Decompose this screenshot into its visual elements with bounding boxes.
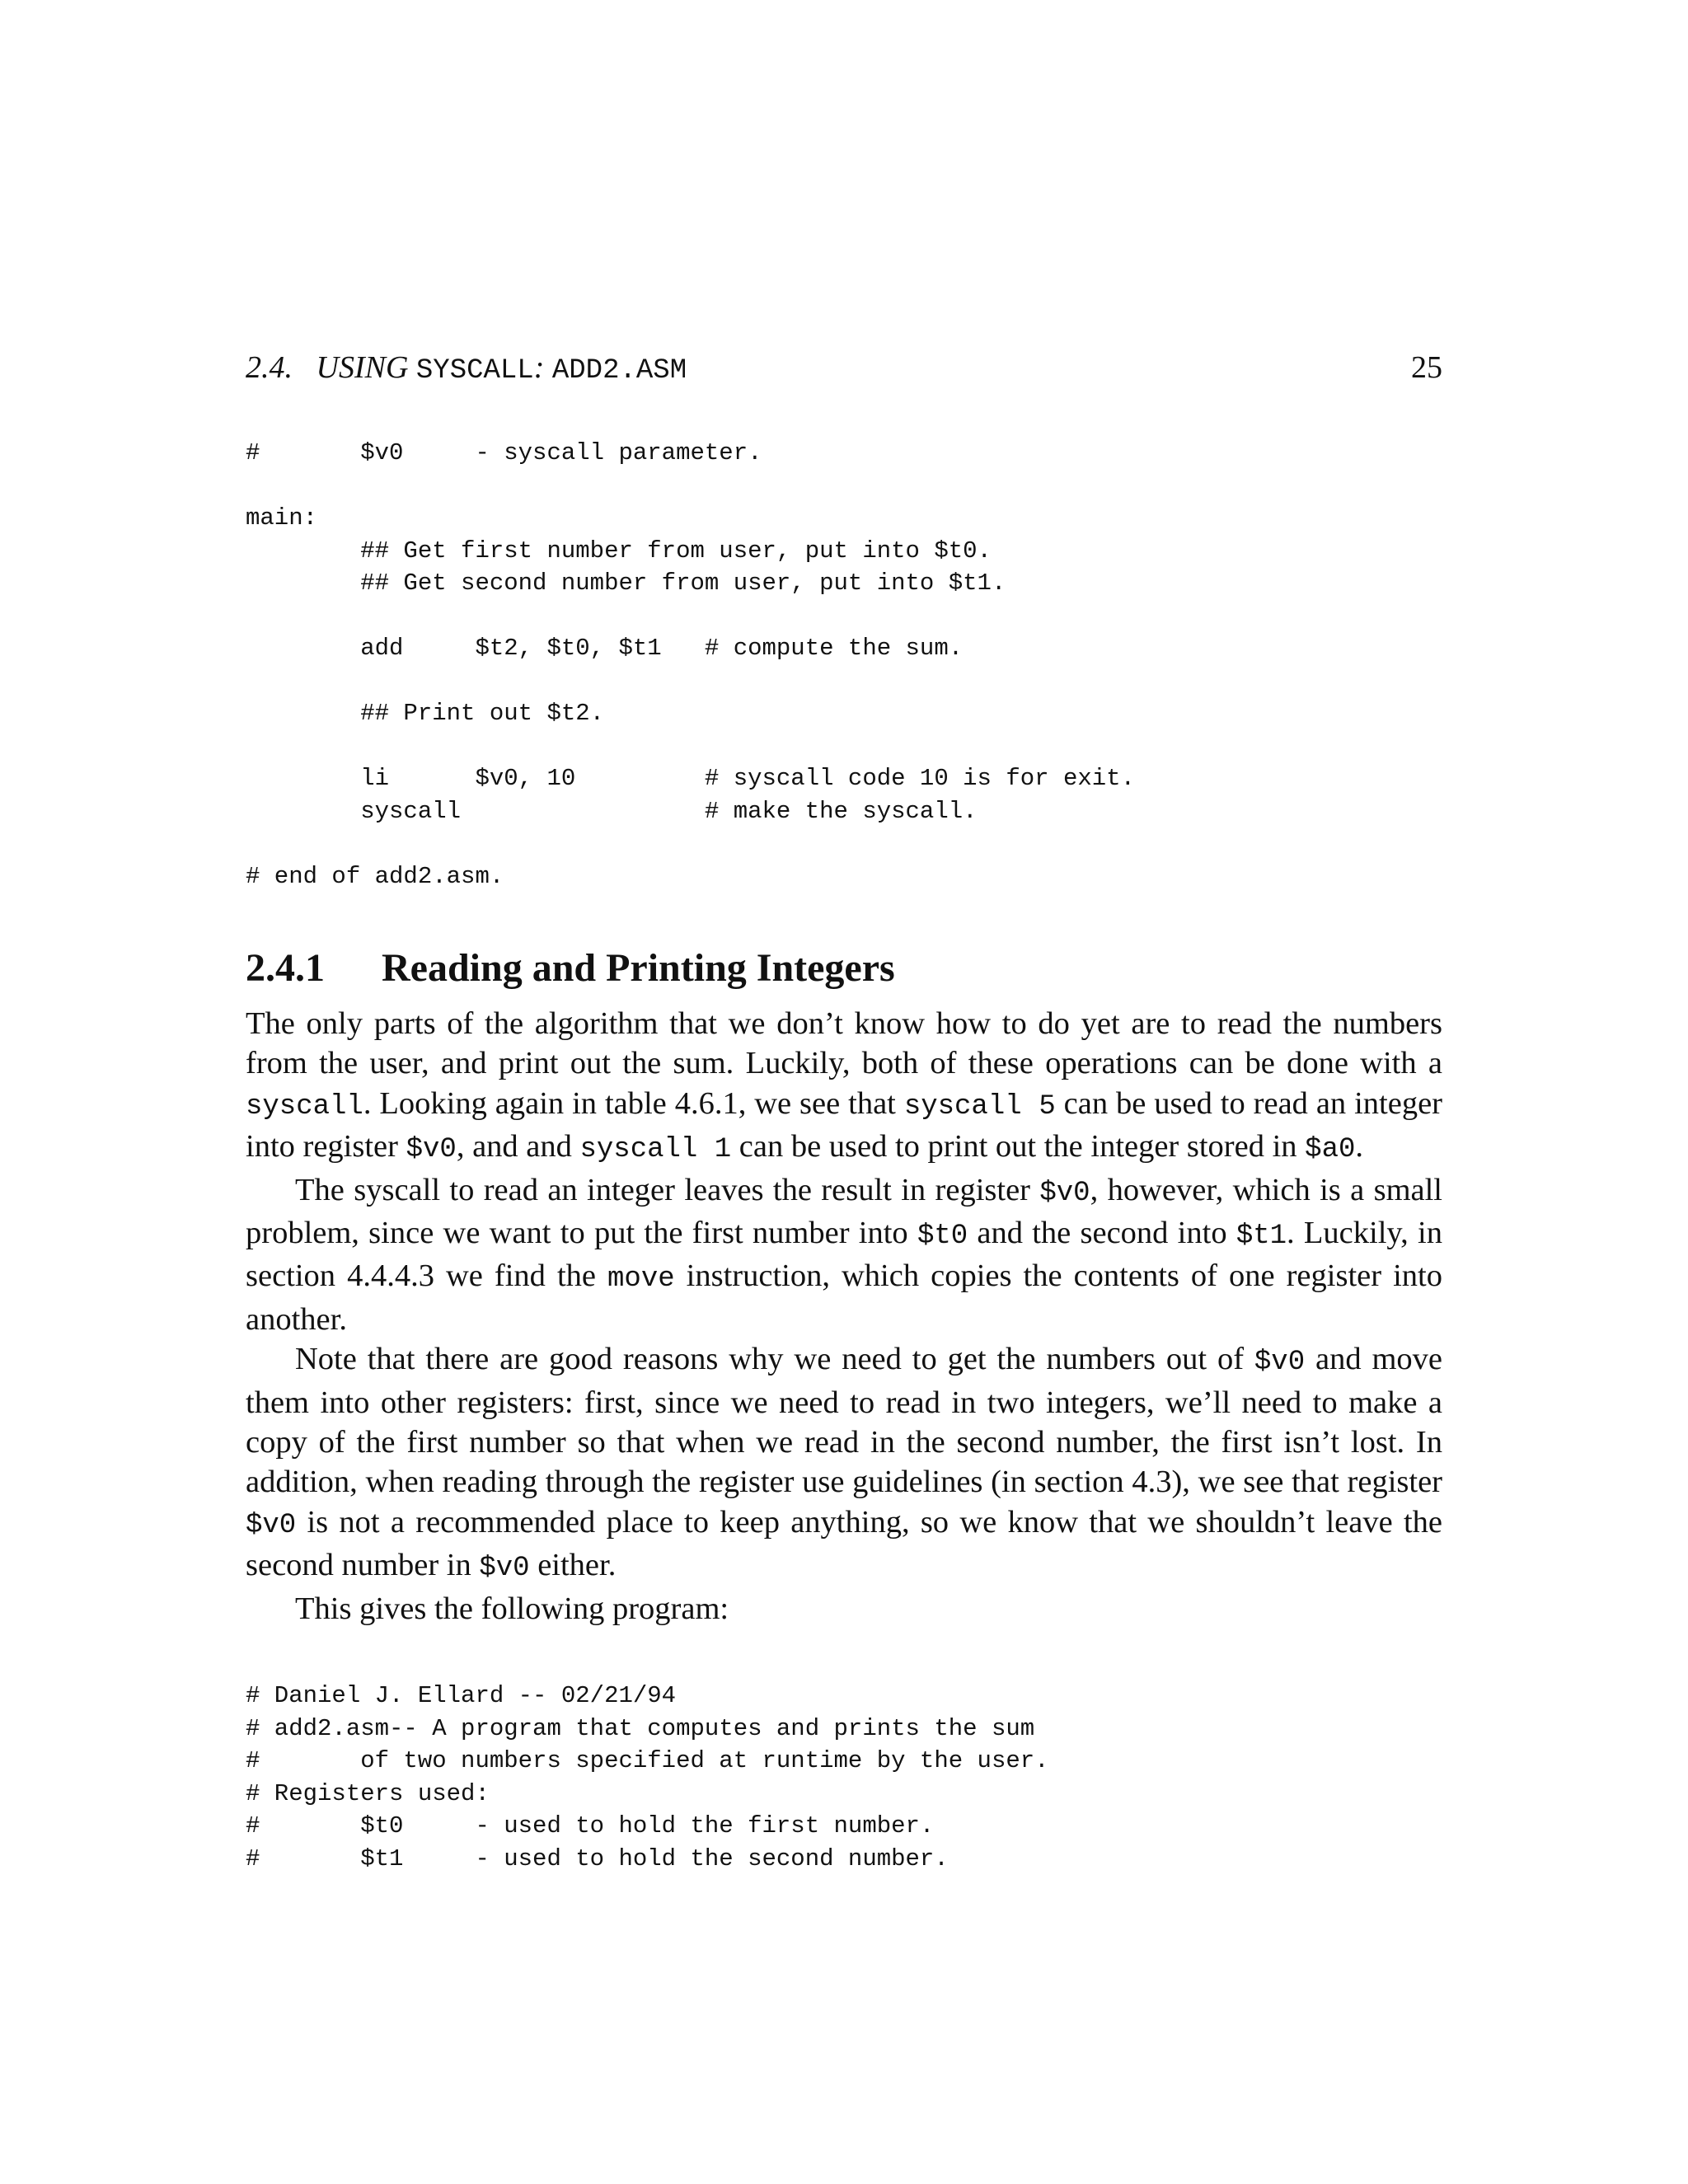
header-title-code: SYSCALL: [415, 355, 534, 387]
header-section-number: 2.4.: [246, 350, 293, 385]
header-title-file: ADD2.ASM: [551, 355, 687, 387]
inline-code: syscall: [246, 1090, 363, 1122]
text-run: . Looking again in table 4.6.1, we see that: [363, 1085, 904, 1121]
text-run: .: [1355, 1129, 1364, 1165]
inline-code: $v0: [246, 1509, 297, 1541]
inline-code: move: [607, 1263, 675, 1296]
text-run: can be used to print out the integer stored in: [731, 1129, 1306, 1165]
text-run: The only parts of the algorithm that we don’t know how to do yet are to read the numbers from the user, and print out the sum. Luckily, both of these operations can be done with a: [246, 1006, 1442, 1081]
text-run: , and and: [456, 1129, 580, 1165]
inline-code: $v0: [1039, 1177, 1090, 1209]
text-run: either.: [529, 1548, 617, 1583]
inline-code: $a0: [1305, 1134, 1356, 1166]
code-listing-bottom: # Daniel J. Ellard -- 02/21/94 # add2.asm-- A program that computes and prints the sum # of two numbers specified at runtime by the user. # Registers used: # $t0 - used to hold the first number. # $t1 - used to hold the second number.: [246, 1682, 1049, 1872]
running-header: [246, 343, 1442, 392]
subsection-title: Reading and Printing Integers: [382, 946, 895, 990]
inline-code: $v0: [479, 1553, 530, 1585]
inline-code: $v0: [1254, 1347, 1306, 1379]
text-run: , however, which is a small problem, since we want to put the first number into: [246, 1172, 1443, 1251]
text-run: and the second into: [968, 1216, 1236, 1251]
subsection-heading: [246, 940, 895, 997]
text-run: instruction, which copies the contents of one register into another.: [246, 1258, 1442, 1337]
paragraph-4: This gives the following program:: [295, 1591, 729, 1626]
inline-code: syscall 5: [903, 1090, 1056, 1122]
text-run: . Luckily, in section 4.4.4.3 we find the: [246, 1216, 1442, 1294]
inline-code: $t0: [917, 1221, 968, 1253]
text-run: and move them into other registers: first, since we need to read in two integers, we’ll need to make a copy of the first number so that when we read in the second number, the first isn’t lost. In addition, when reading through the register use guidelines (in section 4.3), we see that register: [246, 1342, 1443, 1500]
header-title-italic: USING: [316, 350, 409, 385]
paragraph-3: [246, 1339, 1442, 1588]
text-run: can be used to read an integer into register: [246, 1085, 1442, 1165]
paragraph-2: [246, 1170, 1442, 1340]
header-title-colon: :: [533, 350, 545, 385]
code-listing-top: # $v0 - syscall parameter. main: ## Get first number from user, put into $t0. ## Get second number from user, put into $t1. add $t2, $t0, $t1 # compute the sum. ## Print out $t2. li $v0, 10 # syscall code 10 is for exit. syscall # make the syscall. # end of add2.asm.: [246, 439, 1135, 890]
page-number: 25: [1411, 350, 1442, 385]
inline-code: $t1: [1236, 1221, 1287, 1253]
body-text: [246, 1004, 1442, 1629]
text-run: Note that there are good reasons why we need to get the numbers out of: [295, 1342, 1254, 1377]
paragraph-1: [246, 1004, 1442, 1170]
inline-code: syscall 1: [579, 1134, 732, 1166]
subsection-number: 2.4.1: [246, 946, 325, 990]
text-run: The syscall to read an integer leaves the result in register: [295, 1172, 1040, 1207]
text-run: is not a recommended place to keep anything, so we know that we shouldn’t leave the second number in: [246, 1504, 1442, 1583]
inline-code: $v0: [406, 1134, 457, 1166]
